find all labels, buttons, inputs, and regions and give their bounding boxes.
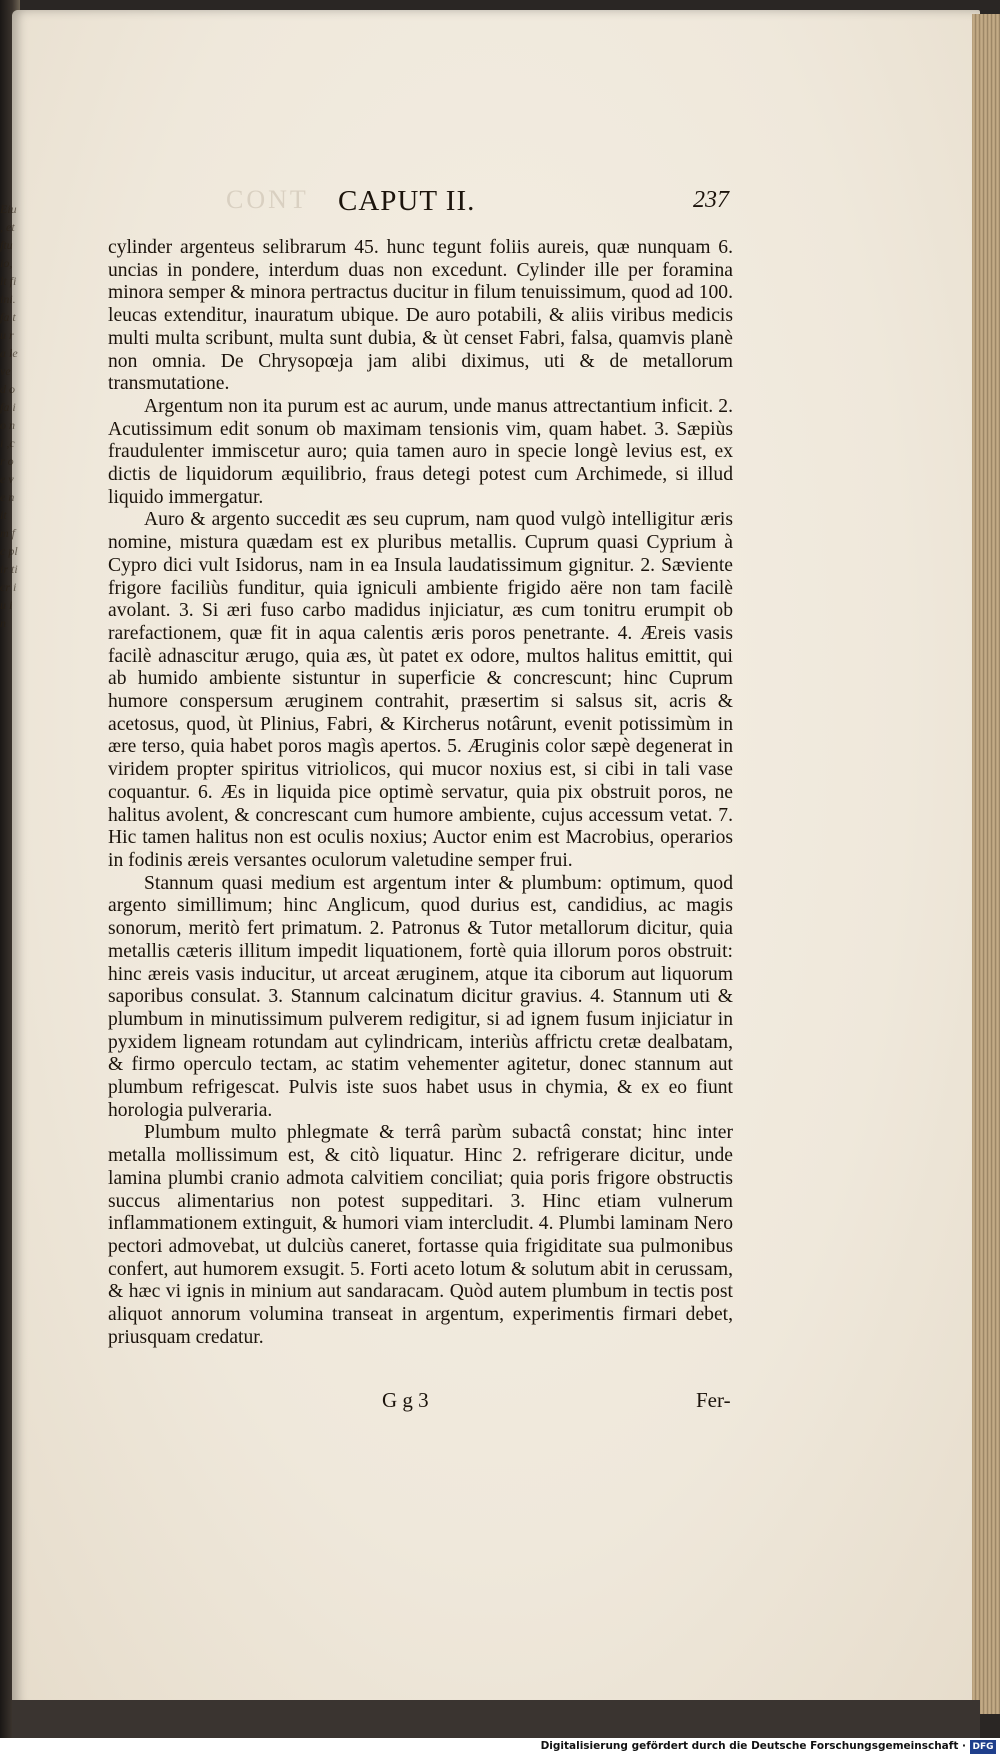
paragraph: cylinder argenteus selibrarum 45. hunc tegunt foliis aureis, quæ nunquam 6. uncias in pondere, interdum duas non excedunt. Cylinder ille per foramina minora semper & minora pertractus ducitur in filum tenuissimum, quod ad 100. leucas extenditur, inauratum ubique. De auro potabili, & aliis viribus medicis multi multa scribunt, multa sunt dubia, & ùt censet Fabri, falsa, quamvis planè non omnia. De Chrysopœja jam alibi diximus, uti & de metallorum transmutatione. (108, 237, 733, 395)
page-bottom-shadow (12, 1700, 980, 1740)
credit-bar (0, 1738, 1000, 1757)
running-head: CAPUT II. (338, 185, 476, 217)
page-footer (108, 1388, 733, 1418)
paragraph: Argentum non ita purum est ac aurum, unde manus attrectantium inficit. 2. Acutissimum edit sonum ob maximam tensionis vim, quam habet. 3. Sæpiùs fraudulenter immiscetur auro; quia tamen auro in specie longè levius est, ex dictis de liquidorum æquilibrio, fraus detegi potest cum Archimede, si illud liquido immergatur. (108, 395, 733, 508)
paragraph: Plumbum multo phlegmate & terrâ parùm subactâ constat; hinc inter metalla mollissimum est, & citò liquatur. Hinc 2. refrigerare dicitur, unde lamina plumbi cranio admota calvitiem conciliat; quia poris frigore obstructis succus alimentarius non potest suppeditari. 3. Hinc etiam vulnerum inflammationem extinguit, & humori viam intercludit. 4. Plumbi laminam Nero pectori admovebat, ut dulciùs caneret, fortasse quia frigiditate sua pulmonibus confert, aut humorem exsugit. 5. Forti aceto lotum & solutum abit in cerussam, & hæc vi ignis in minium aut sandaracam. Quòd autem plumbum in tectis post aliquot annorum volumina transeat in argentum, experimentis firmari debet, priusquam credatur. (108, 1122, 733, 1348)
paragraph: Stannum quasi medium est argentum inter & plumbum: optimum, quod argento simillimum; hinc Anglicum, quod durius est, candidius, ac magis sonorum, meritò fert primatum. 2. Patronus & Tutor metallorum dicitur, quia metallis cæteris illitum impedit liquationem, fortè quia illorum poros obstruit: hinc æreis vasis inducitur, ut arceat æruginem, atque ita ciborum aut liquorum saporibus consulat. 3. Stannum calcinatum dicitur gravius. 4. Stannum uti & plumbum in minutissimum pulverem redigitur, si ad ignem fusum injiciatur in pyxidem ligneam rotundam aut cylindricam, interiùs affrictu cretæ dealbatam, & firmo operculo tectam, ac statim vehementer agitetur, donec stannum aut plumbum refrigescat. Pulvis iste suos habet usus in chymia, & ex eo fiunt horologia pulveraria. (108, 872, 733, 1121)
page-number: 237 (693, 187, 729, 213)
body-text (108, 237, 733, 1349)
bleed-through-text: CONT (226, 185, 309, 214)
page-stack-edge (972, 14, 1000, 1714)
dfg-logo: DFG (970, 1740, 996, 1754)
page-header (108, 185, 733, 225)
gutter-text-fragments: Eiu , et ftu io, lt fi ini. fa tu ra le ve d o fa io ni ,c r o e ve n it m fc pl ir ti cr iu in (0, 202, 18, 630)
credit-text: Digitalisierung gefördert durch die Deutsche Forschungsgemeinschaft · (540, 1740, 966, 1752)
paragraph: Auro & argento succedit æs seu cuprum, nam quod vulgò intelligitur æris nomine, mistura quædam est ex pluribus metallis. Cuprum quasi Cyprium à Cypro dici vult Isidorus, nam in ea Insula laudatissimum gignitur. 2. Sæviente frigore faciliùs funditur, quia igniculi ambiente frigido aëre non tam facilè avolant. 3. Si æri fuso carbo madidus injiciatur, æs cum tonitru erumpit ob rarefactionem, quæ fit in aqua calentis æris poros penetrante. 4. Æreis vasis facilè adnascitur ærugo, quia æs, ùt patet ex odore, multos halitus emittit, qui ab humido ambiente sistuntur in superficie & concrescunt; hinc Cuprum humore conspersum æruginem contrahit, præsertim si salsus sit, acris & acetosus, quod, ùt Plinius, Fabri, & Kircherus notârunt, evenit potissimùm in ære terso, quia habet poros magìs apertos. 5. Æruginis color sæpè degenerat in viridem propter spiritus vitriolicos, qui mucor noxius est, si cibi in tali vase coquantur. 6. Æs in liquida pice optimè servatur, quia pix obstruit poros, ne halitus avolent, & concrescant cum humore ambiente, cujus accessum vetat. 7. Hic tamen halitus non est oculis noxius; Auctor enim est Macrobius, operarios in fodinis æreis versantes oculorum valetudine semper frui. (108, 509, 733, 871)
signature-mark: G g 3 (382, 1388, 429, 1412)
catchword: Fer- (696, 1388, 731, 1412)
